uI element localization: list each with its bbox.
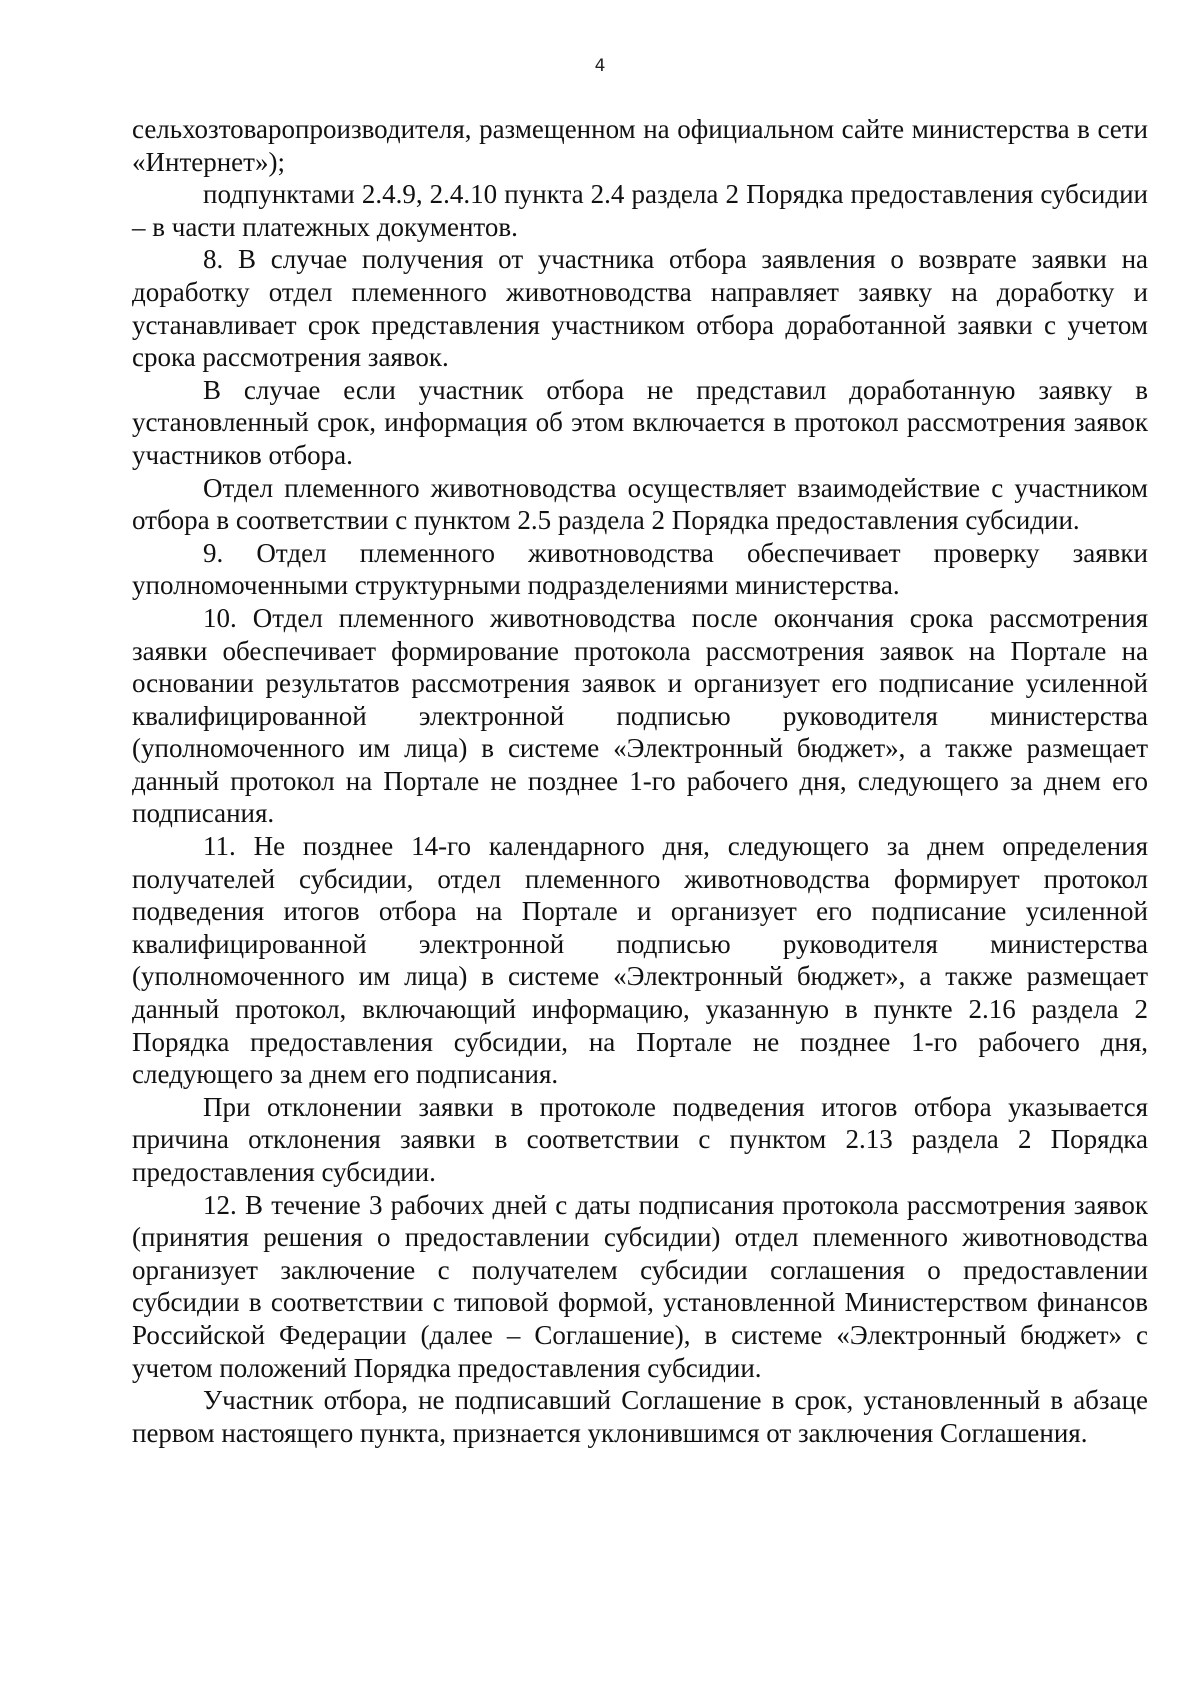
- paragraph-continuation: сельхозтоваропроизводителя, размещенном на официальном сайте министерства в сети «Интернет»);: [132, 114, 1148, 177]
- paragraph-item-11-rejection: При отклонении заявки в протоколе подведения итогов отбора указывается причина отклонения заявки в соответствии с пунктом 2.13 раздела 2 Порядка предоставления субсидии.: [132, 1091, 1148, 1187]
- paragraph-item-12: 12. В течение 3 рабочих дней с даты подписания протокола рассмотрения заявок (принятия решения о предоставлении субсидии) отдел племенного животноводства организует заключение с получателем субсидии соглашения о предоставлении субсидии в соответствии с типовой формой, установленной Министерством финансов Российской Федерации (далее – Соглашение), в системе «Электронный бюджет» с учетом положений Порядка предоставления субсидии.: [132, 1189, 1148, 1383]
- document-body: [132, 113, 1148, 1449]
- paragraph-item-9: 9. Отдел племенного животноводства обеспечивает проверку заявки уполномоченными структурными подразделениями министерства.: [132, 537, 1148, 601]
- page-number: 4: [594, 56, 606, 76]
- paragraph-item-8-interaction: Отдел племенного животноводства осуществляет взаимодействие с участником отбора в соответствии с пунктом 2.5 раздела 2 Порядка предоставления субсидии.: [132, 472, 1148, 536]
- paragraph-item-8: 8. В случае получения от участника отбора заявления о возврате заявки на доработку отдел племенного животноводства направляет заявку на доработку и устанавливает срок представления участником отбора доработанной заявки с учетом срока рассмотрения заявок.: [132, 244, 1148, 373]
- paragraph-item-10: 10. Отдел племенного животноводства после окончания срока рассмотрения заявки обеспечивает формирование протокола рассмотрения заявок на Портале на основании результатов рассмотрения заявок и организует его подписание усиленной квалифицированной электронной подписью руководителя министерства (уполномоченного им лица) в системе «Электронный бюджет», а также размещает данный протокол на Портале не позднее 1-го рабочего дня, следующего за днем его подписания.: [132, 602, 1148, 829]
- paragraph-item-11: 11. Не позднее 14-го календарного дня, следующего за днем определения получателей субсидии, отдел племенного животноводства формирует протокол подведения итогов отбора на Портале и организует его подписание усиленной квалифицированной электронной подписью руководителя министерства (уполномоченного им лица) в системе «Электронный бюджет», а также размещает данный протокол, включающий информацию, указанную в пункте 2.16 раздела 2 Порядка предоставления субсидии, на Портале не позднее 1-го рабочего дня, следующего за днем его подписания.: [132, 831, 1148, 1090]
- paragraph-subpoints: подпунктами 2.4.9, 2.4.10 пункта 2.4 раздела 2 Порядка предоставления субсидии – в части платежных документов.: [132, 179, 1148, 242]
- paragraph-item-8-late: В случае если участник отбора не представил доработанную заявку в установленный срок, информация об этом включается в протокол рассмотрения заявок участников отбора.: [132, 374, 1148, 470]
- paragraph-item-12-evasion: Участник отбора, не подписавший Соглашение в срок, установленный в абзаце первом настоящего пункта, признается уклонившимся от заключения Соглашения.: [132, 1385, 1148, 1448]
